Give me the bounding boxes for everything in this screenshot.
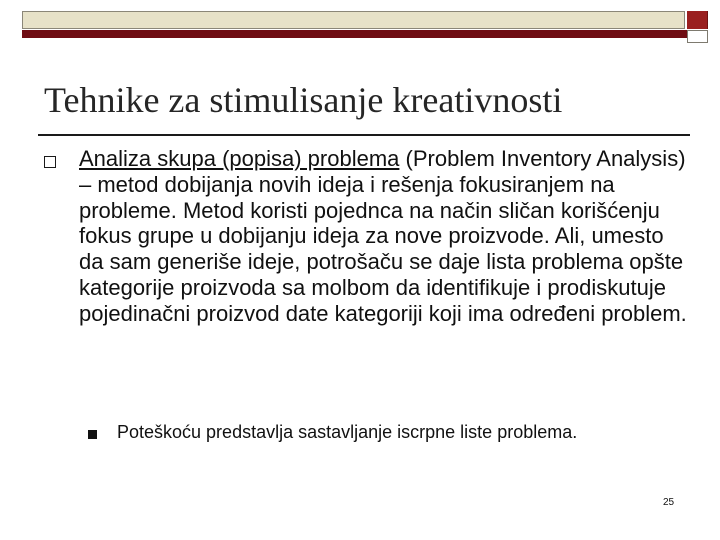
hollow-square-bullet-icon bbox=[44, 156, 56, 168]
header-decoration-square bbox=[687, 11, 708, 29]
page-number: 25 bbox=[663, 497, 675, 508]
header-decoration-bar bbox=[22, 30, 708, 38]
title-divider bbox=[38, 134, 690, 136]
sub-bullet-text: Poteškoću predstavlja sastavljanje iscrpne liste problema. bbox=[117, 422, 578, 442]
slide-title: Tehnike za stimulisanje kreativnosti bbox=[44, 80, 563, 120]
header-decoration-small-box bbox=[687, 30, 708, 43]
filled-square-bullet-icon bbox=[88, 430, 97, 439]
bullet-text bbox=[79, 146, 691, 327]
bullet-underlined-term: Analiza skupa (popisa) problema bbox=[79, 146, 400, 171]
bullet-description: (Problem Inventory Analysis) – metod dobijanja novih ideja i rešenja fokusiranjem na probleme. Metod koristi pojednca na način sličan korišćenju fokus grupe u dobijanju ideja za nove proizvode. Ali, umesto da sam generiše ideje, potrošaču se daje lista problema opšte kategorije proizvoda sa molbom da identifikuje i prodiskutuje pojedinačni proizvod date kategoriji koji ima određeni problem. bbox=[79, 146, 687, 326]
header-decoration-box bbox=[22, 11, 685, 29]
